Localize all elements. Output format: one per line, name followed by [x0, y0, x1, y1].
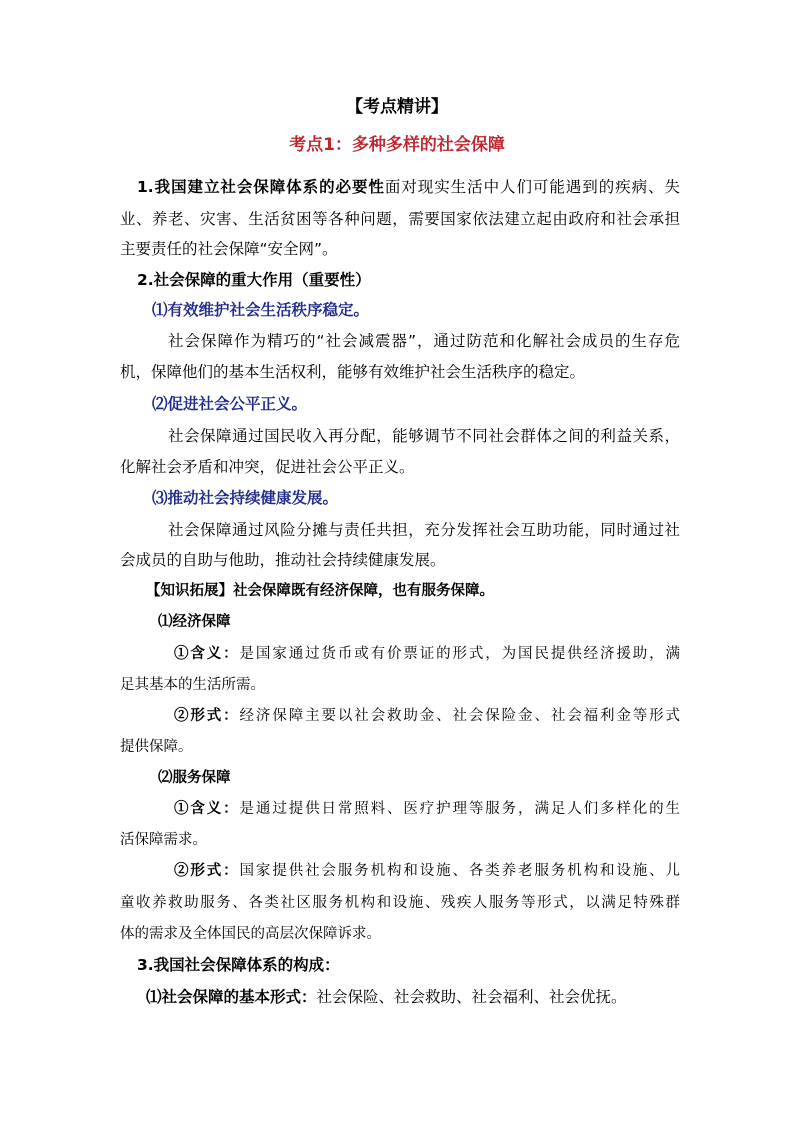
point3-item1	[146, 987, 706, 1007]
economic-meaning-line1	[174, 644, 680, 664]
topic-title: 考点1：多种多样的社会保障	[289, 135, 505, 155]
point2-item1-line2: 机，保障他们的基本生活权利，能够有效维护社会生活秩序的稳定。	[120, 363, 586, 381]
economic-meaning-label: ①含义：	[174, 645, 240, 662]
point2-item2-line2: 化解社会矛盾和冲突，促进社会公平正义。	[120, 458, 415, 476]
point3-heading: 3.我国社会保障体系的构成：	[137, 956, 340, 974]
service-form-line2: 童收养救助服务、各类社区服务机构和设施、残疾人服务等形式，以满足特殊群	[120, 895, 680, 911]
point2-item3-title: ⑶推动社会持续健康发展。	[152, 489, 339, 507]
service-form-line1	[174, 861, 680, 881]
point2-item3-line1: 社会保障通过风险分摊与责任共担，充分发挥社会互助功能，同时通过社	[168, 521, 680, 539]
section-title: 【考点精讲】	[346, 97, 448, 117]
service-meaning-line1	[174, 799, 680, 819]
point3-item1-text: 社会保险、社会救助、社会福利、社会优抚。	[316, 988, 627, 1006]
economic-form-label: ②形式：	[174, 707, 240, 724]
service-meaning-line2: 活保障需求。	[120, 832, 207, 848]
economic-meaning-line2: 足其基本的生活所需。	[120, 677, 265, 693]
point3-item1-label: ⑴社会保障的基本形式：	[146, 988, 317, 1006]
economic-form-line1	[174, 706, 680, 726]
extension-heading: 【知识拓展】社会保障既有经济保障，也有服务保障。	[146, 582, 494, 599]
service-form-text: 国家提供社会服务机构和设施、各类养老服务机构和设施、儿	[239, 863, 681, 879]
point1-line1	[137, 177, 680, 197]
service-meaning-label: ①含义：	[174, 800, 240, 817]
point2-item2-line1: 社会保障通过国民收入再分配，能够调节不同社会群体之间的利益关系，	[168, 427, 680, 445]
point2-item2-title: ⑵促进社会公平正义。	[152, 395, 308, 413]
point1-line3: 主要责任的社会保障“安全网”。	[120, 240, 338, 258]
economic-title: ⑴经济保障	[158, 613, 231, 630]
point2-heading: 2.社会保障的重大作用（重要性）	[137, 271, 371, 289]
point2-item1-line1: 社会保障作为精巧的“社会减震器”，通过防范和化解社会成员的生存危	[168, 332, 680, 350]
point1-heading: 1.我国建立社会保障体系的必要性	[137, 178, 385, 196]
service-form-line3: 体的需求及全体国民的高层次保障诉求。	[120, 926, 381, 942]
service-meaning-text: 是通过提供日常照料、医疗护理等服务，满足人们多样化的生	[239, 801, 681, 817]
economic-form-text: 经济保障主要以社会救助金、社会保险金、社会福利金等形式	[239, 708, 681, 724]
point1-line2: 业、养老、灾害、生活贫困等各种问题，需要国家依法建立起由政府和社会承担	[120, 210, 680, 228]
service-form-label: ②形式：	[174, 862, 240, 879]
point2-item3-line2: 会成员的自助与他助，推动社会持续健康发展。	[120, 551, 446, 569]
point2-item1-title: ⑴有效维护社会生活秩序稳定。	[152, 301, 370, 319]
point1-line1-text: 面对现实生活中人们可能遇到的疾病、失	[384, 178, 680, 196]
economic-meaning-text: 是国家通过货币或有价票证的形式，为国民提供经济援助，满	[239, 646, 681, 662]
service-title: ⑵服务保障	[158, 769, 231, 786]
economic-form-line2: 提供保障。	[120, 739, 193, 755]
